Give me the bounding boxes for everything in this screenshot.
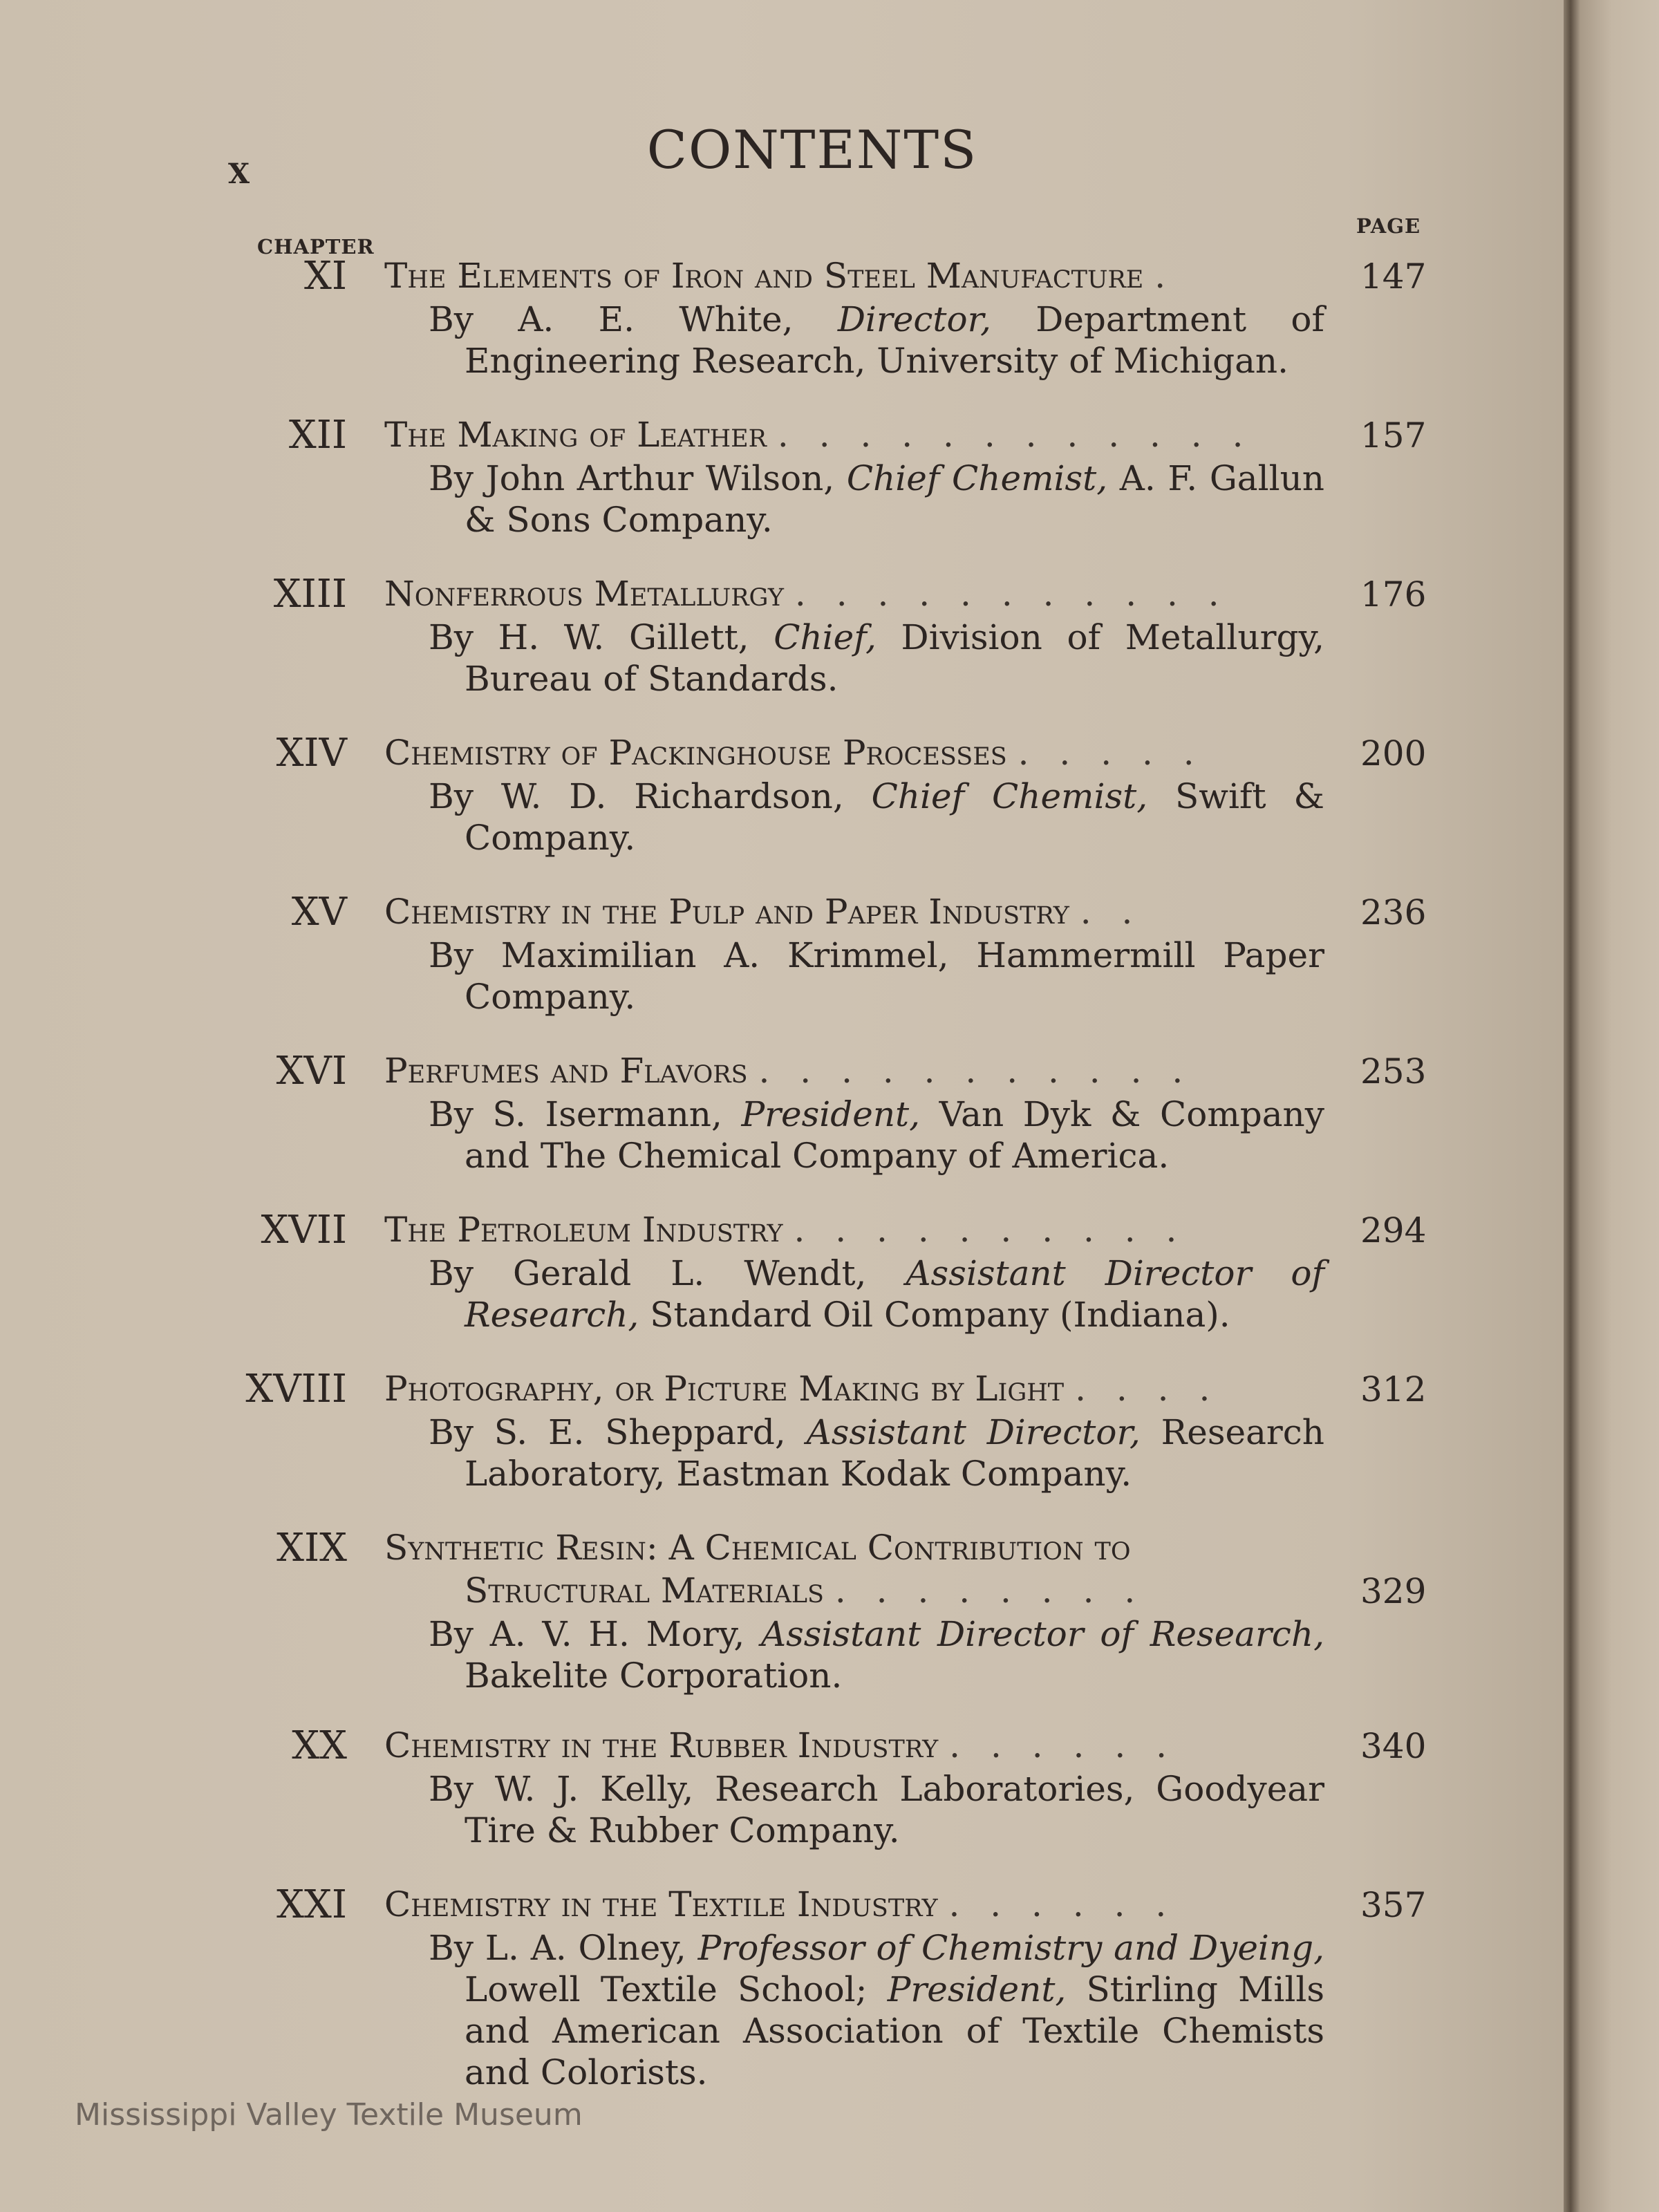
chapter-number: XV (291, 890, 347, 935)
page-number: 340 (1360, 1726, 1427, 1766)
chapter-number: XVIII (245, 1367, 347, 1412)
chapter-title-text: Chemistry in the Rubber Industry (384, 1725, 939, 1765)
author-name: By John Arthur Wilson, (429, 458, 835, 498)
page-column-label: PAGE (1356, 214, 1421, 238)
chapter-author (429, 617, 1324, 700)
dot-leader: . . . . (1075, 1369, 1220, 1409)
chapter-author (429, 299, 1324, 382)
dot-leader: . . . . . . (949, 1725, 1177, 1765)
dot-leader: . . . . . . . . . . (794, 1210, 1187, 1250)
chapter-number: XI (304, 254, 347, 299)
chapter-title (384, 1883, 1324, 1926)
chapter-author (429, 1613, 1324, 1696)
chapter-title (384, 890, 1324, 933)
author-name: By W. J. Kelly, Research Laboratories, Goodyear Tire & Rubber Company. (429, 1769, 1324, 1850)
chapter-title-text: Chemistry in the Pulp and Paper Industry (384, 892, 1069, 932)
author-affiliation: Swift & Company. (465, 776, 1324, 858)
chapter-title-text: Nonferrous Metallurgy (384, 574, 784, 614)
author-name: By S. E. Sheppard, (429, 1412, 786, 1452)
author-role-2: President, (887, 1969, 1067, 2009)
chapter-author (429, 458, 1324, 541)
author-name: By Maximilian A. Krimmel, Hammermill Paper Company. (429, 935, 1324, 1017)
author-affiliation: Van Dyk & Company and The Chemical Company of America. (465, 1094, 1324, 1176)
page-number: 329 (1360, 1571, 1427, 1611)
chapter-author (429, 935, 1324, 1018)
dot-leader: . . . . . (1018, 733, 1204, 773)
chapter-number: XVI (276, 1049, 347, 1094)
chapter-title-text: Structural Materials (465, 1571, 824, 1611)
chapter-number: XII (288, 413, 347, 458)
author-role: Chief Chemist, (871, 776, 1148, 816)
chapter-author (429, 1927, 1324, 2093)
chapter-title (384, 1367, 1324, 1410)
chapter-title (384, 1208, 1324, 1251)
page-number: 176 (1360, 574, 1427, 615)
author-affiliation: A. F. Gallun & Sons Company. (465, 458, 1324, 540)
author-name: By Gerald L. Wendt, (429, 1253, 867, 1293)
author-affiliation: Research Laboratory, Eastman Kodak Company. (465, 1412, 1324, 1494)
chapter-title-text: Photography, or Picture Making by Light (384, 1369, 1065, 1409)
author-name: By W. D. Richardson, (429, 776, 844, 816)
author-affiliation: Division of Metallurgy, Bureau of Standards. (465, 617, 1325, 699)
chapter-title-text: The Petroleum Industry (384, 1210, 783, 1250)
page-number: 147 (1360, 256, 1427, 297)
page-number: 312 (1360, 1369, 1427, 1409)
chapter-number: XIV (276, 731, 347, 776)
chapter-title-text: The Elements of Iron and Steel Manufacture (384, 256, 1144, 296)
author-affiliation: Department of Engineering Research, University of Michigan. (465, 299, 1324, 381)
author-name: By H. W. Gillett, (429, 617, 749, 657)
author-role: Assistant Director, (806, 1412, 1141, 1452)
author-affiliation: Lowell Textile School; (465, 1969, 868, 2009)
chapter-column-label: CHAPTER (257, 235, 375, 259)
author-name: By A. V. H. Mory, (429, 1614, 745, 1654)
author-role: President, (741, 1094, 921, 1134)
author-affiliation-2: Stirling Mills and American Association of Textile Chemists and Colorists. (465, 1969, 1324, 2092)
chapter-title (384, 413, 1324, 456)
chapter-title-text: Perfumes and Flavors (384, 1051, 748, 1091)
chapter-title (384, 254, 1324, 297)
chapter-title-text: Chemistry of Packinghouse Processes (384, 733, 1007, 773)
dot-leader: . . . . . . . . . . . . (777, 415, 1253, 455)
chapter-title (384, 1724, 1324, 1767)
author-role: Assistant Director of Research, (761, 1614, 1324, 1654)
author-role: Chief, (774, 617, 877, 657)
dot-leader: . . . . . . . . . . . (758, 1051, 1193, 1091)
chapter-title-continued (465, 1569, 1324, 1612)
chapter-number: XIII (273, 572, 347, 617)
dot-leader: . . . . . . (948, 1884, 1177, 1924)
author-name: By L. A. Olney, (429, 1928, 686, 1968)
author-affiliation: Standard Oil Company (Indiana). (650, 1295, 1230, 1335)
page-number: 253 (1360, 1051, 1427, 1091)
dot-leader: . . . . . . . . . . . (794, 574, 1229, 614)
chapter-title: Synthetic Resin: A Chemical Contribution to (384, 1528, 1131, 1568)
dot-leader: . . . . . . . . (834, 1571, 1145, 1611)
chapter-author (429, 1768, 1324, 1851)
chapter-author (429, 1094, 1324, 1177)
page-title: CONTENTS (646, 119, 978, 180)
chapter-author (429, 1253, 1324, 1335)
chapter-title-text: Chemistry in the Textile Industry (384, 1884, 938, 1924)
dot-leader: . . (1080, 892, 1143, 932)
chapter-number: XIX (276, 1526, 347, 1571)
author-name: By A. E. White, (429, 299, 794, 339)
page-number: 357 (1360, 1885, 1427, 1925)
chapter-number: XX (292, 1723, 347, 1768)
chapter-title (384, 731, 1324, 774)
author-name: By S. Isermann, (429, 1094, 722, 1134)
page-folio: X (228, 158, 250, 190)
author-affiliation: Bakelite Corporation. (465, 1656, 843, 1696)
dot-leader: . (1154, 256, 1176, 296)
chapter-author (429, 1412, 1324, 1494)
page-number: 294 (1360, 1210, 1427, 1250)
author-role: Assistant Director of Research, (465, 1253, 1325, 1335)
author-role: Director, (837, 299, 991, 339)
museum-watermark: Mississippi Valley Textile Museum (75, 2097, 583, 2133)
chapter-title-text: The Making of Leather (384, 415, 767, 455)
page-gutter-edge (1564, 0, 1659, 2212)
chapter-number: XVII (261, 1208, 347, 1253)
chapter-title (384, 572, 1324, 615)
page-number: 236 (1360, 892, 1427, 932)
chapter-number: XXI (276, 1882, 347, 1927)
author-role: Chief Chemist, (846, 458, 1108, 498)
chapter-author (429, 776, 1324, 859)
page-number: 200 (1360, 733, 1427, 774)
page-number: 157 (1360, 415, 1427, 456)
chapter-title (384, 1049, 1324, 1092)
author-role: Professor of Chemistry and Dyeing, (697, 1928, 1324, 1968)
